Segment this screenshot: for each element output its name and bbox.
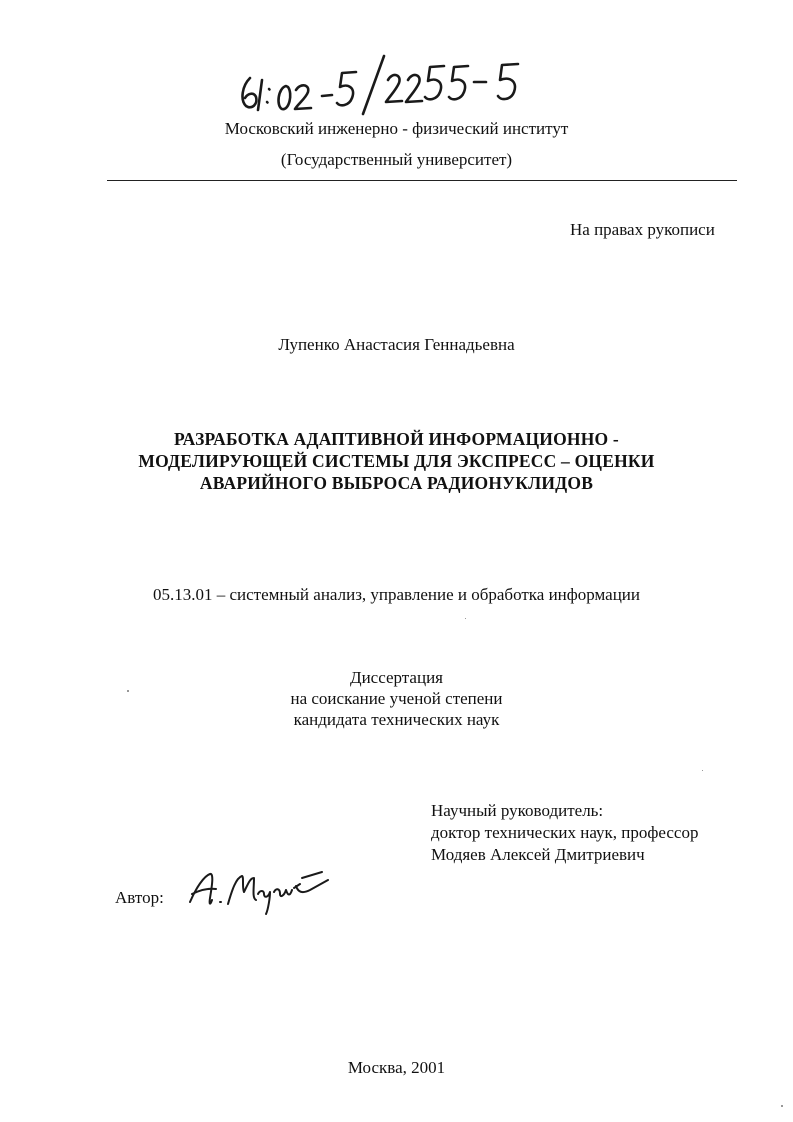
degree-line: на соискание ученой степени [290, 689, 503, 708]
specialty-code: 05.13.01 – системный анализ, управление и обработка информации [152, 585, 640, 604]
author-name: Лупенко Анастасия Геннадьевна [278, 335, 515, 354]
city-and-year: Москва, 2001 [347, 1058, 446, 1077]
scan-speck [465, 618, 466, 619]
scan-speck [781, 1105, 783, 1107]
title-line: МОДЕЛИРУЮЩЕЙ СИСТЕМЫ ДЛЯ ЭКСПРЕСС – ОЦЕНКИ [138, 451, 655, 471]
handwritten-archive-code [236, 52, 536, 116]
header-divider [107, 180, 737, 181]
institute-status: (Государственный университет) [280, 150, 513, 169]
supervisor-line: доктор технических наук, профессор [431, 823, 699, 842]
author-label: Автор: [115, 888, 164, 907]
supervisor-block [431, 800, 698, 866]
institute-name: Московский инженерно - физический институт [224, 119, 569, 138]
scan-speck [127, 690, 129, 692]
scan-speck [702, 770, 703, 771]
degree-line: Диссертация [349, 668, 443, 687]
rights-note: На правах рукописи [570, 220, 715, 239]
dissertation-title [0, 428, 793, 494]
author-signature [184, 864, 334, 916]
degree-line: кандидата технических наук [293, 710, 500, 729]
title-line: АВАРИЙНОГО ВЫБРОСА РАДИОНУКЛИДОВ [199, 473, 594, 493]
title-line: РАЗРАБОТКА АДАПТИВНОЙ ИНФОРМАЦИОННО - [174, 429, 619, 449]
degree-statement [0, 667, 793, 730]
supervisor-line: Научный руководитель: [431, 801, 604, 820]
supervisor-line: Модяев Алексей Дмитриевич [431, 845, 645, 864]
